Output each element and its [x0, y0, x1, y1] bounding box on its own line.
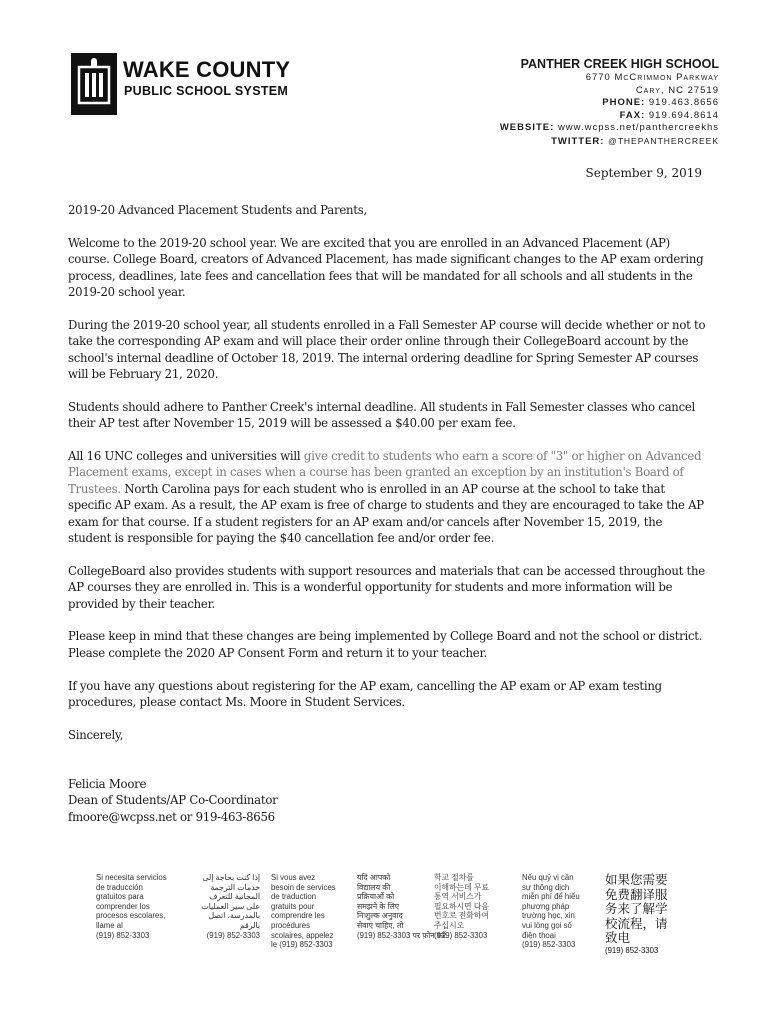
fax-label: FAX:	[619, 109, 646, 121]
translation-phone: le (919) 852-3303	[271, 940, 333, 950]
translation-phone: (919) 852-3303	[434, 930, 488, 940]
translation-french: Si vous avez besoin de services de traduction gratuits pour comprendre les procédures scolaires, appelez le (919) 852-3303	[271, 873, 336, 950]
paragraph-resources: CollegeBoard also provides students with support resources and materials that can be accessed throughout the AP courses they are enrolled in. This is a wonderful opportunity for students and more information will be provided by their teacher.	[68, 563, 705, 611]
school-name: PANTHER CREEK HIGH SCHOOL	[520, 57, 719, 71]
website-label: WEBSITE:	[499, 122, 555, 134]
paragraph-questions: If you have any questions about registering for the AP exam, cancelling the AP exam or AP exam testing procedures, please contact Ms. Moore in Student Services.	[68, 678, 662, 710]
twitter-line	[500, 135, 719, 149]
address-line1: 6770 McCrimmon Parkway	[585, 72, 719, 83]
translation-phone: (919) 852-3303	[96, 930, 150, 940]
fax-value: 919.694.8614	[648, 109, 719, 121]
translation-korean: 학교 절차를 이해하는데 무료 통역 서비스가 필요하시면 다음 번호로 전화하여 주십시오 (919) 852-3303	[434, 873, 489, 940]
twitter-value: @THEPANTHERCREEK	[608, 135, 719, 146]
translation-hindi: यदि आपको विद्यालय की प्रक्रियाओं को समझने के लिए निःशुल्क अनुवाद सेवाएं चाहिए, तो (919) 852-3303 पर फ़ोन करें	[357, 873, 446, 940]
paragraph-unc-credit	[68, 448, 708, 546]
closing: Sincerely,	[68, 727, 124, 742]
twitter-label: TWITTER:	[551, 135, 605, 147]
unc-text-c: North Carolina pays for each student who is enrolled in an AP course at the school to take that specific AP exam. As a result, the AP exam is free of charge to students and they are encouraged to take the AP exam for that course. If a student registers for an AP exam and/or cancels after November 15, 2019, the student is responsible for paying the $40 cancellation fee and/or order fee.	[68, 481, 704, 546]
fax-line	[500, 110, 719, 123]
paragraph-welcome: Welcome to the 2019-20 school year. We are excited that you are enrolled in an Advanced Placement (AP) course. College Board, creators of Advanced Placement, has made significant changes to the AP exam ordering process, deadlines, late fees and cancellation fees that will be mandated for all schools and all students in the 2019-20 school year.	[68, 235, 704, 300]
website-line	[500, 122, 719, 135]
signature-name: Felicia Moore	[68, 777, 147, 792]
website-value: www.wcpss.net/panthercreekhs	[557, 122, 719, 134]
logo-line2: PUBLIC SCHOOL SYSTEM	[124, 84, 289, 98]
translation-vietnamese: Nếu quý vị cần sự thông dịch miễn phí để hiểu phương pháp trường học, xin vui lòng gọi số điện thoại (919) 852-3303	[522, 873, 580, 950]
phone-label: PHONE:	[602, 97, 646, 109]
salutation: 2019-20 Advanced Placement Students and Parents,	[68, 203, 367, 217]
translation-phone: (919) 852-3303	[206, 930, 260, 940]
logo-line1: WAKE COUNTY	[123, 57, 291, 82]
paragraph-deadlines: During the 2019-20 school year, all students enrolled in a Fall Semester AP course will decide whether or not to take the corresponding AP exam and will place their order online through their CollegeBoard account by the school's internal deadline of October 18, 2019. The internal ordering deadline for Spring Semester AP courses will be February 21, 2020.	[68, 317, 706, 382]
unc-text-highlight: give credit to students who earn a score of "3" or higher on Advanced Placement exams, except in cases when a course has been granted an exception by an institution's Board of Trustees.	[68, 449, 702, 496]
translation-arabic: إذا كنت بحاجة إلى خدمات الترجمة المجانية للتعرف على سير العمليات بالمدرسة، اتصل بالرقم (919) 852-3303	[184, 873, 260, 940]
wcpss-logo	[71, 53, 293, 119]
translation-phone: (919) 852-3303	[522, 940, 576, 950]
signature-title: Dean of Students/AP Co-Coordinator	[68, 793, 278, 808]
phone-value: 919.463.8656	[648, 97, 719, 109]
address-line2: Cary, NC 27519	[635, 84, 719, 96]
school-info	[500, 57, 719, 149]
paragraph-consent: Please keep in mind that these changes are being implemented by College Board and not the school or district. Please complete the 2020 AP Consent Form and return it to your teacher.	[68, 629, 703, 660]
letter-body	[68, 202, 708, 825]
unc-text-a: All 16 UNC colleges and universities will	[68, 449, 304, 464]
phone-line	[500, 97, 719, 110]
signature-contact: fmoore@wcpss.net or 919-463-8656	[68, 809, 275, 824]
letter-date: September 9, 2019	[585, 166, 702, 180]
translation-phone: (919) 852-3303	[605, 945, 659, 955]
translation-spanish: Si necesita servicios de traducción gratuitos para comprender los procesos escolares, llame al (919) 852-3303	[96, 873, 167, 940]
translation-phone: (919) 852-3303 पर फ़ोन करें	[357, 930, 446, 940]
paragraph-cancellation: Students should adhere to Panther Creek's internal deadline. All students in Fall Semester classes who cancel their AP test after November 15, 2019 will be assessed a $40.00 per exam fee.	[68, 399, 696, 431]
translation-chinese: 如果您需要 免费翻译服 务来了解学 校流程，请 致电 (919) 852-3303	[605, 873, 668, 955]
wcpss-emblem-icon	[71, 53, 117, 115]
